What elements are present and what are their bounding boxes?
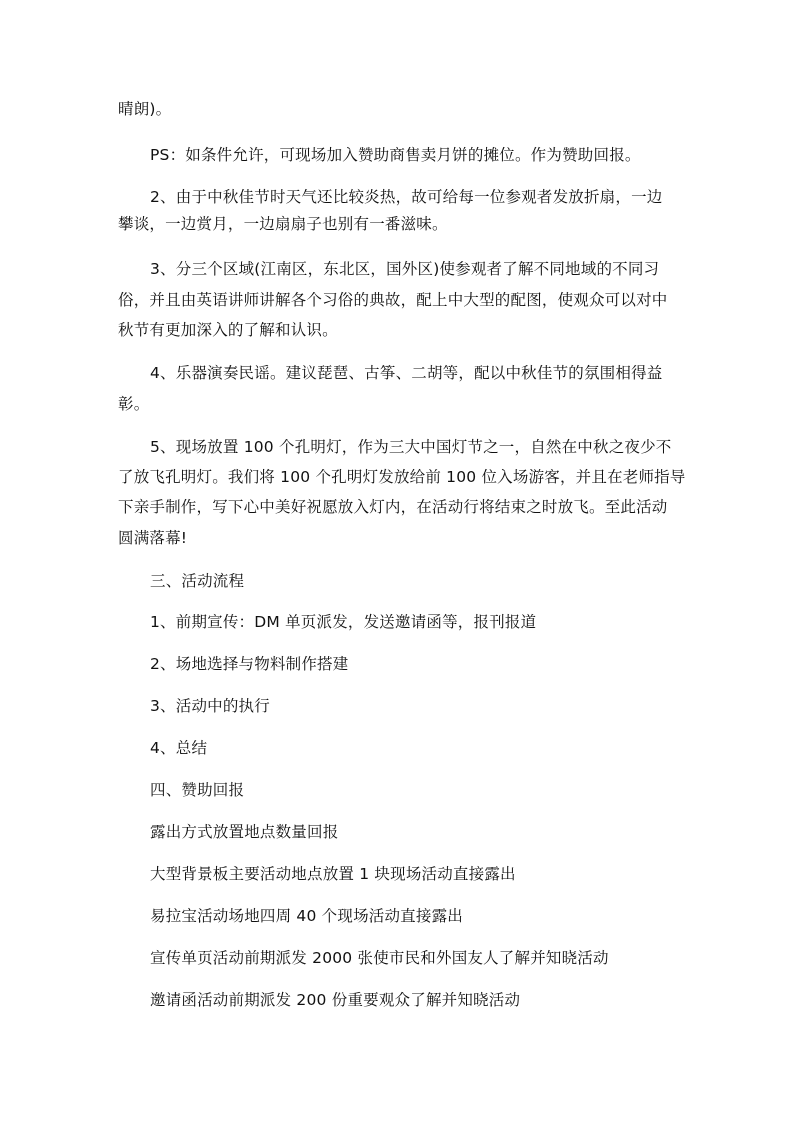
paragraph-line: 了放飞孔明灯。我们将 100 个孔明灯发放给前 100 位入场游客，并且在老师指导	[118, 468, 686, 486]
paragraph-line: 3、分三个区域(江南区，东北区，国外区)使参观者了解不同地域的不同习	[150, 260, 660, 278]
table-row-line: 大型背景板主要活动地点放置 1 块现场活动直接露出	[150, 865, 516, 883]
paragraph-line: PS：如条件允许，可现场加入赞助商售卖月饼的摊位。作为赞助回报。	[150, 146, 641, 164]
table-row-line: 易拉宝活动场地四周 40 个现场活动直接露出	[150, 907, 463, 925]
paragraph-line: 4、乐器演奏民谣。建议琵琶、古筝、二胡等，配以中秋佳节的氛围相得益	[150, 364, 663, 382]
paragraph-line: 下亲手制作，写下心中美好祝愿放入灯内，在活动行将结束之时放飞。至此活动	[118, 498, 668, 516]
paragraph-line: 俗，并且由英语讲师讲解各个习俗的典故，配上中大型的配图，使观众可以对中	[118, 291, 668, 309]
paragraph-line: 晴朗)。	[118, 100, 172, 118]
paragraph-line: 5、现场放置 100 个孔明灯，作为三大中国灯节之一，自然在中秋之夜少不	[150, 438, 672, 456]
table-header-line: 露出方式放置地点数量回报	[150, 823, 339, 841]
paragraph-line: 秋节有更加深入的了解和认识。	[118, 321, 338, 339]
paragraph-line: 圆满落幕!	[118, 529, 188, 547]
list-item: 1、前期宣传：DM 单页派发，发送邀请函等，报刊报道	[150, 613, 537, 631]
section-heading: 三、活动流程	[150, 572, 245, 590]
table-row-line: 邀请函活动前期派发 200 份重要观众了解并知晓活动	[150, 991, 521, 1009]
paragraph-line: 2、由于中秋佳节时天气还比较炎热，故可给每一位参观者发放折扇，一边	[150, 188, 663, 206]
list-item: 2、场地选择与物料制作搭建	[150, 655, 349, 673]
section-heading: 四、赞助回报	[150, 781, 245, 799]
paragraph-line: 彰。	[118, 395, 150, 413]
list-item: 3、活动中的执行	[150, 697, 270, 715]
list-item: 4、总结	[150, 739, 208, 757]
table-row-line: 宣传单页活动前期派发 2000 张使市民和外国友人了解并知晓活动	[150, 949, 609, 967]
paragraph-line: 攀谈，一边赏月，一边扇扇子也别有一番滋味。	[118, 215, 448, 233]
